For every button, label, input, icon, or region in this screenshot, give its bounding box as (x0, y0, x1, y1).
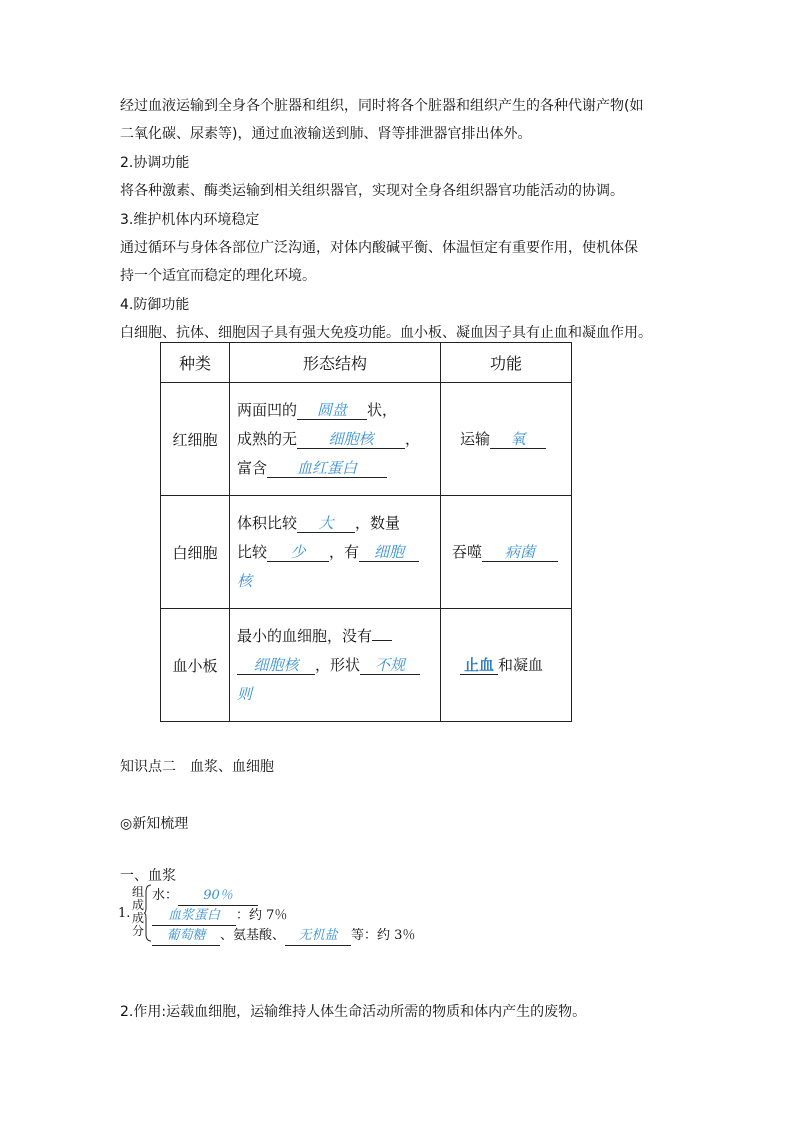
cell-structure: 最小的血细胞，没有 细胞核 ，形状 不规 则 (230, 609, 441, 722)
cell-type: 白细胞 (161, 496, 230, 609)
answer-blank: 圆盘 (297, 401, 367, 420)
answer-blank: 葡萄糖 (152, 927, 220, 946)
answer-blank: 细胞 (359, 543, 419, 562)
answer-blank: 氧 (490, 430, 546, 449)
defense-text: 白细胞、抗体、细胞因子具有强大免疫功能。血小板、凝血因子具有止血和凝血作用。 (120, 325, 652, 341)
answer-blank: 病菌 (482, 543, 558, 562)
stability-line-2: 持一个适宜而稳定的理化环境。 (120, 268, 316, 284)
knowledge-point-title: 知识点二 血浆、血细胞 (120, 759, 274, 775)
table-row (161, 609, 572, 722)
answer-blank: 细胞核 (297, 430, 405, 449)
answer-blank: 不规 (360, 656, 420, 675)
cell-function: 止血 和凝血 (441, 609, 572, 722)
answer-continuation: 核 (237, 571, 253, 590)
cell-type: 血小板 (161, 609, 230, 722)
answer-blank: 大 (297, 514, 355, 533)
table-row (161, 383, 572, 496)
answer-blank: 止血 (460, 656, 498, 675)
answer-continuation: 则 (237, 684, 253, 703)
new-knowledge-label: ◎新知梳理 (120, 816, 189, 832)
intro-line-2: 二氧化碳、尿素等)，通过血液输送到肺、肾等排泄器官排出体外。 (120, 126, 532, 142)
answer-blank: 少 (267, 543, 329, 562)
cell-function: 吞噬 病菌 (441, 496, 572, 609)
section-title-coordination: 2.协调功能 (120, 155, 190, 171)
header-type: 种类 (161, 343, 230, 383)
stability-line-1: 通过循环与身体各部位广泛沟通，对体内酸碱平衡、体温恒定有重要作用，使机体保 (120, 240, 638, 256)
cell-structure: 两面凹的 圆盘 状， 成熟的无 细胞核 ， 富含 血红蛋白 (230, 383, 441, 496)
table-row (161, 496, 572, 609)
cell-function: 运输 氧 (441, 383, 572, 496)
answer-blank: 90％ (178, 887, 258, 906)
answer-blank: 血红蛋白 (267, 459, 387, 478)
header-function: 功能 (441, 343, 572, 383)
answer-blank: 血浆蛋白 (152, 907, 236, 926)
plasma-role: 2.作用:运载血细胞，运输维持人体生命活动所需的物质和体内产生的废物。 (120, 1004, 587, 1020)
intro-line-1: 经过血液运输到全身各个脏器和组织，同时将各个脏器和组织产生的各种代谢产物(如 (120, 98, 644, 114)
section-title-defense: 4.防御功能 (120, 297, 190, 313)
answer-blank: 细胞核 (237, 656, 315, 675)
cell-structure: 体积比较 大 ，数量 比较 少 ，有 细胞 核 (230, 496, 441, 609)
section-title-stability: 3.维护机体内环境稳定 (120, 212, 260, 228)
coordination-text: 将各种激素、酶类运输到相关组织器官，实现对全身各组织器官功能活动的协调。 (120, 183, 624, 199)
plasma-title: 一、血浆 (120, 868, 176, 884)
brace-icon (144, 884, 152, 942)
composition-vertical-label: 组成成分 (132, 885, 145, 938)
answer-blank: 无机盐 (285, 927, 351, 946)
cell-type: 红细胞 (161, 383, 230, 496)
header-structure: 形态结构 (230, 343, 441, 383)
blood-cell-table (160, 342, 572, 722)
